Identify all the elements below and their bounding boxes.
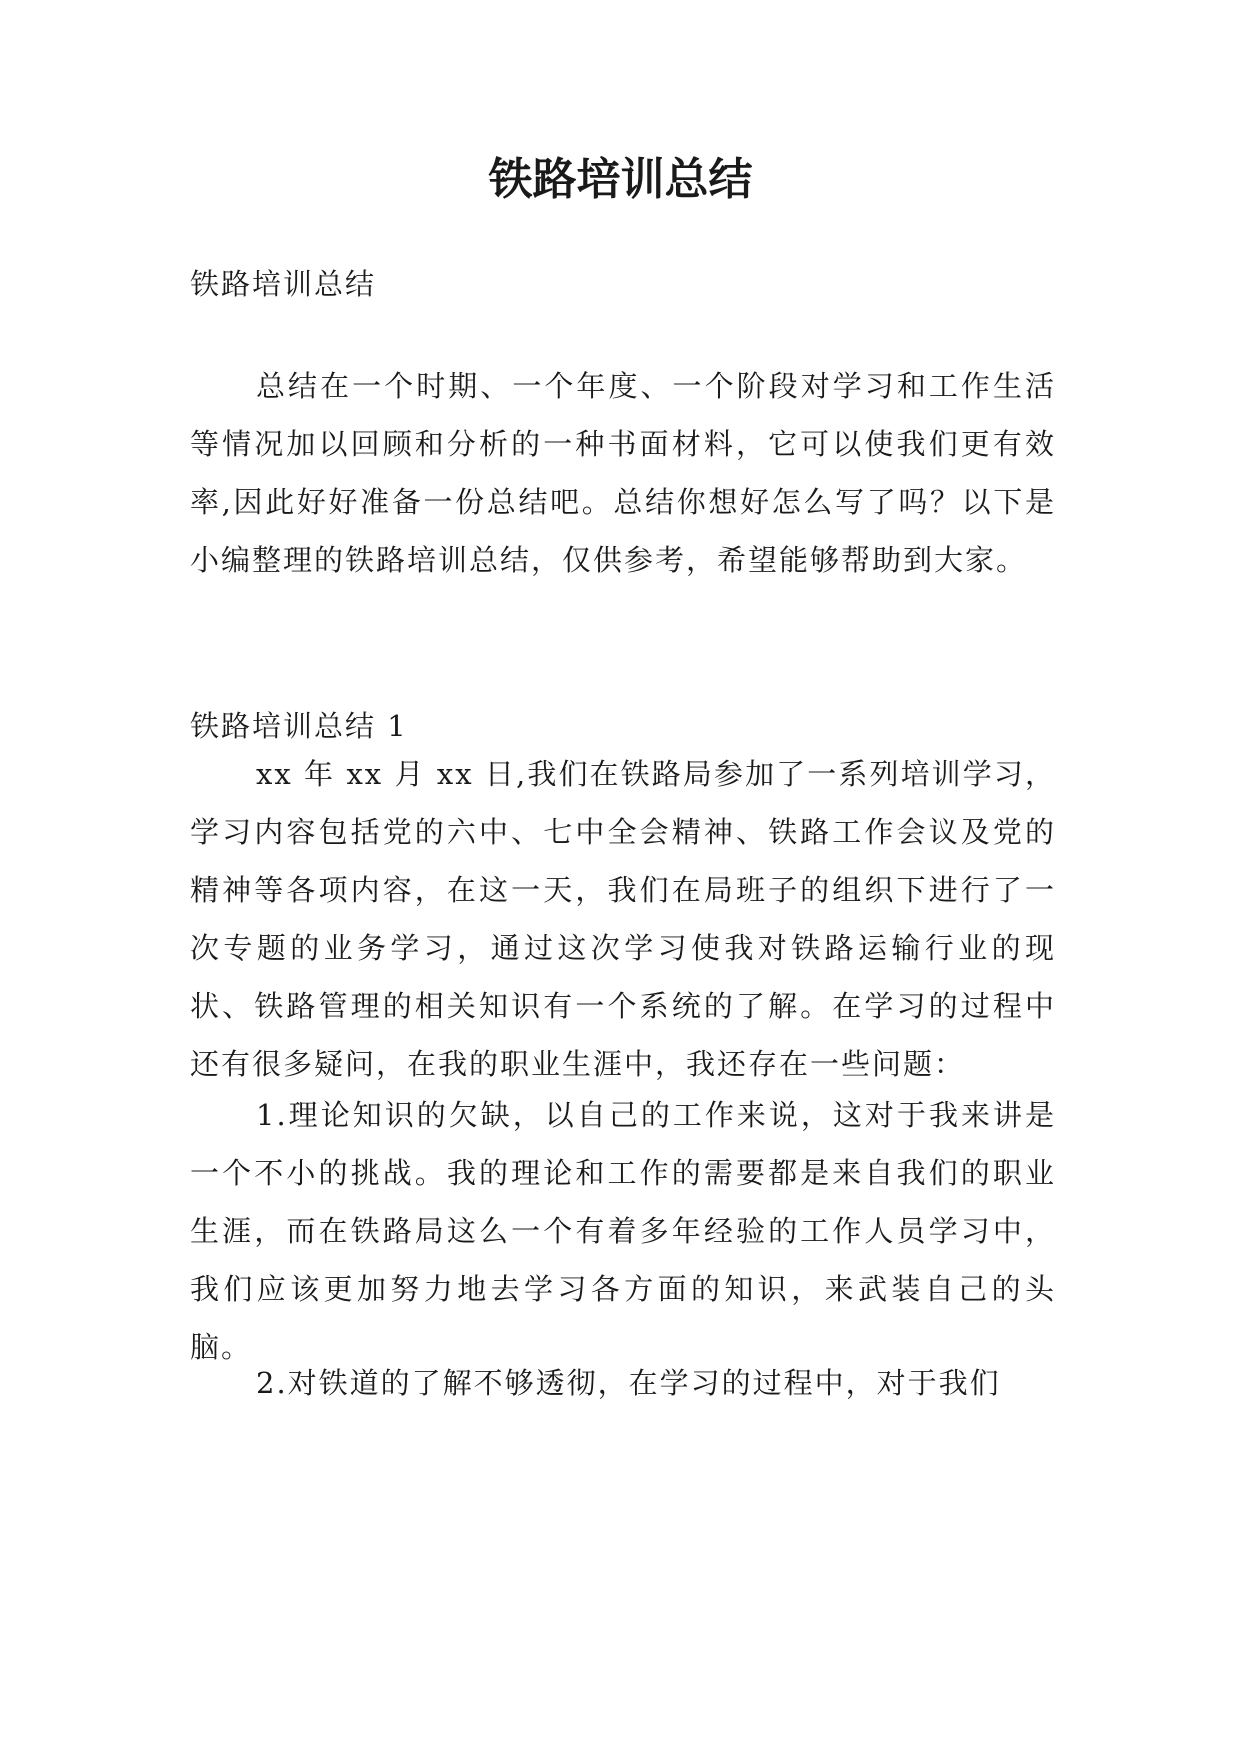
- intro-paragraph: 总结在一个时期、一个年度、一个阶段对学习和工作生活等情况加以回顾和分析的一种书面材料，它可以使我们更有效率,因此好好准备一份总结吧。总结你想好怎么写了吗？以下是小编整理的铁路培训总结，仅供参考，希望能够帮助到大家。: [190, 369, 1056, 577]
- document-subtitle: 铁路培训总结: [190, 267, 377, 301]
- section-1-paragraph-3: 2.对铁道的了解不够透彻，在学习的过程中，对于我们: [256, 1366, 1001, 1400]
- section-1-paragraph-2: 1.理论知识的欠缺，以自己的工作来说，这对于我来讲是一个不小的挑战。我的理论和工作的需要都是来自我们的职业生涯，而在铁路局这么一个有着多年经验的工作人员学习中，我们应该更加努力地去学习各方面的知识，来武装自己的头脑。: [190, 1098, 1056, 1364]
- document-title: 铁路培训总结: [488, 154, 753, 205]
- section-1-paragraph-1: xx 年 xx 月 xx 日,我们在铁路局参加了一系列培训学习，学习内容包括党的六中、七中全会精神、铁路工作会议及党的精神等各项内容，在这一天，我们在局班子的组织下进行了一次专题的业务学习，通过这次学习使我对铁路运输行业的现状、铁路管理的相关知识有一个系统的了解。在学习的过程中还有很多疑问，在我的职业生涯中，我还存在一些问题：: [190, 757, 1056, 1081]
- section-1-heading: 铁路培训总结 1: [190, 709, 408, 743]
